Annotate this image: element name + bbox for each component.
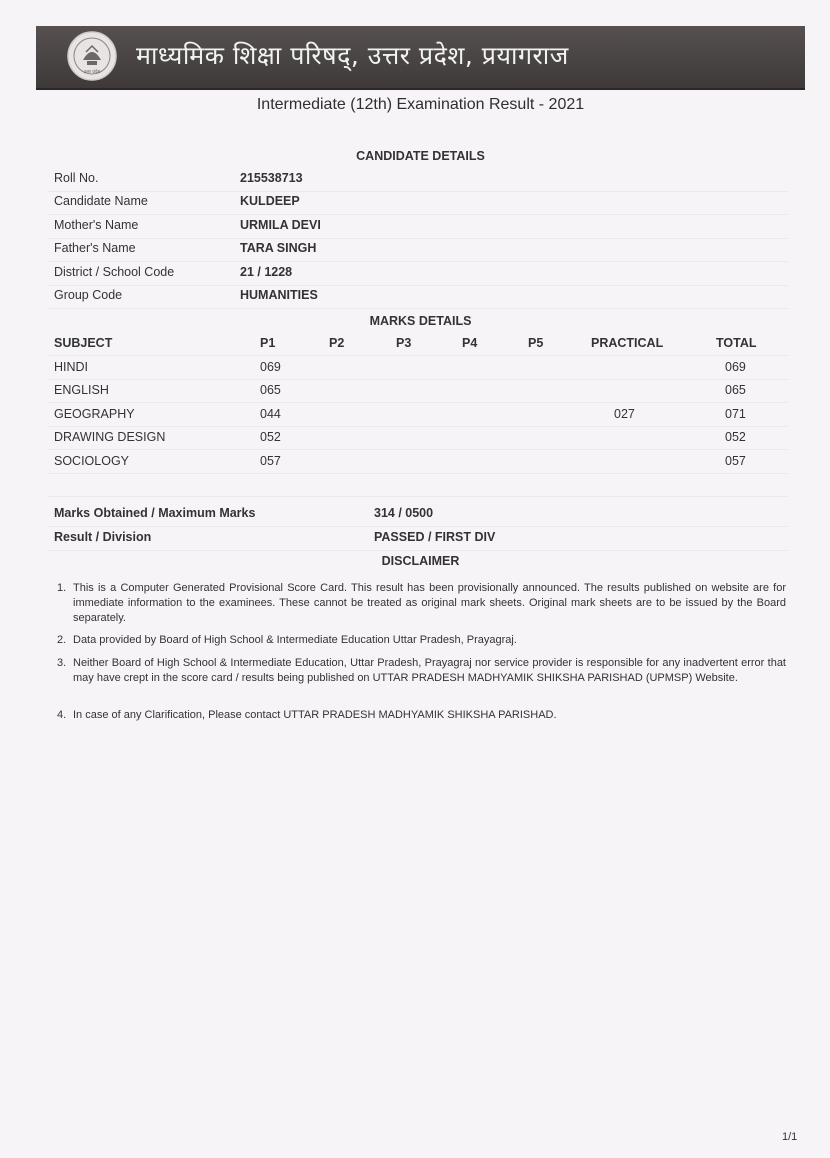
disclaimer-item [54,708,786,723]
field-value: 21 / 1228 [240,265,293,279]
col-p2-header: P2 [329,336,345,350]
disclaimer-text: This is a Computer Generated Provisional Score Card. This result has been provisionally announced. The results published on website are for immediate information to the examinees. These cannot be treated as original mark sheets. Original mark sheets are to be issued by the Board separately. [73,582,786,624]
marks-section-title: MARKS DETAILS [369,314,472,328]
marks-header-row [48,332,788,356]
col-subject-header: SUBJECT [54,336,113,350]
marks-obtained-label: Marks Obtained / Maximum Marks [54,506,256,520]
subject-cell: HINDI [54,360,89,374]
field-value: URMILA DEVI [240,218,321,232]
disclaimer-item [54,656,786,686]
field-label: Father's Name [54,241,136,255]
roll-no-row [48,168,788,192]
disclaimer-number: 4. [57,709,67,721]
total-cell: 065 [725,383,746,397]
col-total-header: TOTAL [716,336,757,350]
table-row [48,379,788,403]
total-cell: 052 [725,430,746,444]
p1-cell: 065 [260,383,281,397]
disclaimer-text: Neither Board of High School & Intermediate Education, Uttar Pradesh, Prayagraj nor service provider is responsible for any inadvertent error that may have crept in the score card / results being published on UTTAR PRADESH MADHYAMIK SHIKSHA PARISHAD (UPMSP) Website. [73,657,786,684]
disclaimer-number: 2. [57,634,67,646]
field-label: District / School Code [54,265,175,279]
col-p1-header: P1 [260,336,276,350]
header-banner [36,26,805,90]
subject-cell: DRAWING DESIGN [54,430,166,444]
col-p4-header: P4 [462,336,478,350]
exam-title: Intermediate (12th) Examination Result - 2021 [256,96,585,113]
candidate-name-row [48,191,788,215]
p1-cell: 069 [260,360,281,374]
table-row [48,426,788,450]
field-value: 215538713 [240,171,303,185]
practical-cell: 027 [614,407,635,421]
result-row [48,527,788,551]
group-code-row [48,285,788,309]
subject-cell: SOCIOLOGY [54,454,130,468]
field-label: Candidate Name [54,194,148,208]
page-number: 1/1 [782,1131,798,1143]
p1-cell: 052 [260,430,281,444]
disclaimer-number: 3. [57,657,67,669]
subject-cell: ENGLISH [54,383,109,397]
district-school-row [48,262,788,286]
table-spacer-row [48,474,788,497]
candidate-section-title: CANDIDATE DETAILS [356,149,485,163]
emblem-text: उत्तर प्रदेश [83,70,101,75]
disclaimer-text: Data provided by Board of High School & Intermediate Education Uttar Pradesh, Prayagraj. [73,634,517,646]
disclaimer-number: 1. [57,582,67,594]
col-practical-header: PRACTICAL [591,336,664,350]
field-label: Mother's Name [54,218,139,232]
field-value: KULDEEP [240,194,300,208]
father-name-row [48,238,788,262]
total-cell: 069 [725,360,746,374]
disclaimer-item [54,581,786,626]
marks-obtained-value: 314 / 0500 [374,506,434,520]
col-p3-header: P3 [396,336,412,350]
table-row [48,450,788,474]
board-name: माध्यमिक शिक्षा परिषद्, उत्तर प्रदेश, प्रयागराज [136,41,569,70]
table-row [48,403,788,427]
result-value: PASSED / FIRST DIV [374,530,496,544]
col-p5-header: P5 [528,336,544,350]
mother-name-row [48,215,788,239]
disclaimer-item [54,633,786,648]
field-value: TARA SINGH [240,241,317,255]
table-row [48,356,788,380]
total-cell: 071 [725,407,746,421]
p1-cell: 044 [260,407,281,421]
disclaimer-title: DISCLAIMER [381,554,460,568]
field-label: Group Code [54,288,123,302]
subject-cell: GEOGRAPHY [54,407,135,421]
result-label: Result / Division [54,530,152,544]
marks-summary-row [48,503,788,527]
p1-cell: 057 [260,454,281,468]
field-label: Roll No. [54,171,99,185]
board-emblem-icon [66,30,118,82]
field-value: HUMANITIES [240,288,318,302]
disclaimer-text: In case of any Clarification, Please contact UTTAR PRADESH MADHYAMIK SHIKSHA PARISHAD. [73,709,557,721]
total-cell: 057 [725,454,746,468]
